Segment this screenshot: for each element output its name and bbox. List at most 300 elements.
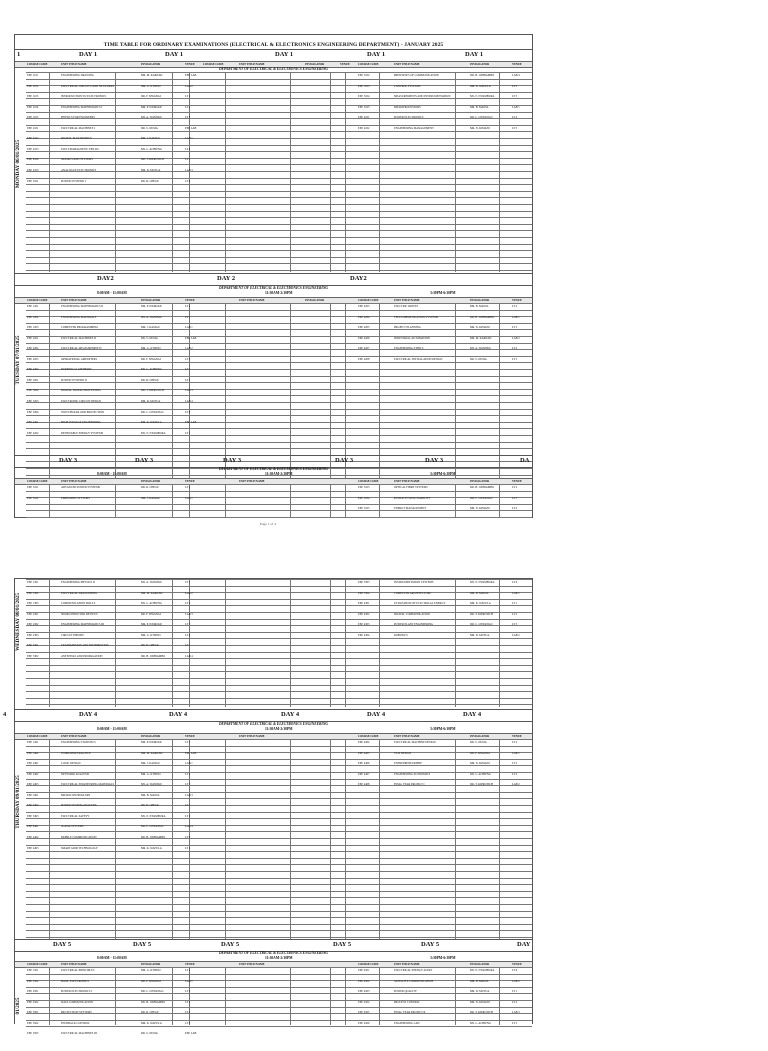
venue: LT 6: [185, 410, 191, 414]
venue: LAB 2: [185, 84, 193, 88]
invigilator: MR. D. MUTUA: [470, 633, 490, 637]
invigilator: MR. M. KARIUKI: [141, 74, 163, 77]
course-code: EEE 4304: [358, 633, 370, 637]
course-code: EEE 2402: [27, 772, 39, 776]
day-3-cont-grid: [26, 579, 532, 707]
invigilator: MS. A. WANJIKU: [141, 116, 163, 120]
table-row: [15, 825, 534, 831]
department-line: DEPARTMENT OF ELECTRICAL & ELECTRONICS ENGINEERING: [218, 722, 329, 726]
session-midday: 11:30AM-2:30PM: [265, 291, 293, 295]
invigilator: DR. C. ONYANGO: [141, 825, 164, 829]
course-code: EEE 4503: [358, 990, 370, 994]
unit-title: SWITCHGEAR AND PROTECTION: [61, 410, 105, 414]
grid-line: [26, 871, 532, 872]
course-code: EEE 3401: [27, 793, 39, 797]
table-row: [15, 836, 534, 842]
col-code: COURSE CODE: [27, 962, 48, 966]
invigilator: MR. D. MUTUA: [141, 400, 161, 404]
unit-title: SEMICONDUCTOR DEVICES: [61, 612, 98, 616]
invigilator: DR. S. OUMA: [141, 1032, 158, 1036]
unit-title: SMART GRID TECHNOLOGY: [61, 846, 98, 850]
day-label: DAY 4: [281, 711, 300, 718]
venue: LAB 1: [185, 762, 193, 766]
unit-title: INSTRUMENTATION SYSTEMS: [394, 581, 434, 584]
course-code: EEE 1201: [27, 305, 39, 308]
invigilator: MR. B. MAINA: [141, 793, 160, 797]
grid-line: [26, 356, 532, 357]
course-code: EEE 3302: [27, 654, 39, 658]
course-code: EEE 4504: [358, 1000, 370, 1004]
col-venue: VENUE: [185, 298, 195, 302]
venue: LT 4: [185, 633, 191, 637]
course-code: EEE 1203: [27, 326, 39, 330]
unit-title: WORKSHOP PRACTICE: [61, 751, 91, 755]
day-label: DA: [520, 457, 530, 464]
venue: LT 2: [185, 990, 191, 994]
venue: LT 2: [185, 772, 191, 776]
unit-title: ELECTRICAL INSTALLATION DESIGN: [394, 357, 443, 361]
invigilator: DR. H. ODHIAMBO: [141, 1000, 166, 1004]
grid-line: [26, 652, 532, 653]
table-row: [15, 411, 534, 417]
venue: LAB 2: [512, 336, 520, 340]
day-label: DAY 1: [79, 51, 98, 58]
grid-line: [26, 599, 532, 600]
unit-title: ROBOTICS: [394, 633, 408, 637]
grid-line: [26, 665, 532, 666]
unit-title: COMPUTER ARCHITECTURE: [394, 591, 432, 595]
course-code: EEE 2203: [27, 357, 39, 361]
table-row: [15, 379, 534, 385]
grid-line: [26, 164, 532, 165]
venue: LAB 4: [185, 654, 193, 658]
invigilator: DR. T. KIPROTICH: [470, 1011, 494, 1015]
table-row: [15, 1032, 534, 1038]
invigilator: DR. S. OUMA: [141, 336, 158, 340]
course-code: EEE 2202: [27, 347, 39, 351]
venue: LAB 3: [185, 169, 193, 173]
grid-line: [26, 448, 532, 449]
grid-line: [26, 967, 532, 968]
venue: LT 5: [185, 644, 191, 648]
venue: LAB 1: [512, 315, 520, 319]
unit-title: ENGINEERING MATHEMATICS I: [61, 105, 103, 109]
course-code: EEE 3202: [27, 389, 39, 393]
col-invigilator: INVIGILATOR: [141, 962, 161, 966]
grid-column-line: [290, 579, 291, 707]
unit-title: NUMERICAL METHODS: [61, 368, 92, 372]
table-row: [15, 613, 534, 619]
invigilator: MR. B. MAINA: [470, 305, 489, 308]
invigilator: DR. T. KIPROTICH: [470, 612, 494, 616]
course-code: EEE 4204: [358, 315, 370, 319]
grid-line: [26, 917, 532, 918]
invigilator: MR. P. NJOROGE: [141, 623, 163, 627]
grid-column-line: [225, 579, 226, 707]
unit-title: ADVANCED POWER SYSTEMS: [61, 486, 101, 489]
table-row: [15, 389, 534, 395]
unit-title: ELECTRICAL MEASUREMENTS: [61, 347, 102, 351]
grid-line: [26, 619, 532, 620]
table-row: [15, 773, 534, 779]
grid-line: [26, 845, 532, 846]
timetable-title: TIME TABLE FOR ORDINARY EXAMINATIONS (ELECTRICAL & ELECTRONICS ENGINEERING DEPARTMENT) - JANUARY 2025: [103, 42, 444, 48]
venue: LT 3: [512, 95, 518, 99]
unit-title: CONTROL SYSTEMS: [394, 84, 421, 88]
timetable-sheet-2: [3, 578, 533, 1036]
grid-column-line: [172, 579, 173, 707]
department-line: DEPARTMENT OF ELECTRICAL & ELECTRONICS ENGINEERING: [218, 951, 329, 955]
unit-title: POWER QUALITY: [394, 990, 417, 994]
course-code: EEE 1303: [27, 602, 39, 606]
venue: LT 4: [185, 804, 191, 808]
day-number: 4: [3, 711, 7, 718]
invigilator: MR. M. KARIUKI: [141, 751, 163, 755]
unit-title: MOBILE COMMUNICATION: [61, 836, 97, 840]
course-code: EEE 2301: [27, 612, 39, 616]
unit-title: ENGINEERING PHYSICS II: [61, 581, 95, 584]
venue: LT 3: [512, 623, 518, 627]
venue: LAB 2: [512, 633, 520, 637]
unit-title: EMBEDDED SYSTEMS: [61, 496, 90, 500]
session-midday: 11:30AM-2:30PM: [265, 956, 293, 960]
table-row: [15, 969, 534, 975]
invigilator: MR. G. OTIENO: [141, 633, 161, 637]
course-code: EEE 4208: [358, 357, 370, 361]
venue: LT 4: [185, 147, 191, 151]
course-code: EEE 1202: [27, 315, 39, 319]
unit-title: LOGIC DESIGN: [61, 762, 81, 766]
col-venue: VENUE: [512, 298, 522, 302]
col-code: COURSE CODE: [203, 62, 224, 66]
date-label-monday: MONDAY 06/01/2025: [15, 139, 21, 189]
grid-line: [26, 704, 532, 705]
venue: LT 1: [185, 305, 191, 308]
invigilator: DR. R. CHEGE: [141, 486, 159, 489]
unit-title: TELECOMMUNICATION SYSTEMS: [394, 315, 439, 319]
table-row: [15, 400, 534, 406]
unit-title: POWER SYSTEMS I: [61, 179, 86, 183]
course-code: EEE 3501: [27, 1011, 39, 1015]
unit-title: FINAL YEAR PROJECT I: [394, 783, 425, 787]
invigilator: MR. D. MUTUA: [141, 169, 161, 173]
unit-title: COMMUNICATION SKILLS: [61, 602, 96, 606]
invigilator: DR. C. ONYANGO: [470, 496, 493, 500]
col-unit: UNIT TITLE/NAME: [239, 734, 265, 738]
invigilator: MR. N. KIMANI: [470, 326, 490, 330]
col-code: COURSE CODE: [358, 962, 379, 966]
col-venue: VENUE: [512, 962, 522, 966]
invigilator: MR. J. KAMAU: [141, 137, 160, 141]
course-code: EEE 1402: [27, 751, 39, 755]
invigilator: MS. L. ACHIENG: [470, 1021, 491, 1025]
venue: LAB 1: [512, 751, 520, 755]
unit-title: POWER PLANT ENGINEERING: [394, 623, 434, 627]
table-row: [15, 85, 534, 91]
page-footer: Page 1 of 4: [260, 522, 276, 526]
col-invigilator: INVIGILATOR: [141, 479, 161, 483]
course-code: EEE 4406: [358, 762, 370, 766]
grid-column-line: [379, 579, 380, 707]
invigilator: DR. H. ODHIAMBO: [470, 315, 495, 319]
day-label: DAY 1: [465, 51, 484, 58]
venue: LAB 2: [185, 591, 193, 595]
col-code: COURSE CODE: [27, 62, 48, 66]
day-label: DAY 3: [335, 457, 354, 464]
grid-line: [26, 579, 532, 580]
invigilator: MS. E. NYAMBURA: [470, 969, 495, 972]
unit-title: INTRODUCTION TO ELECTRONICS: [61, 95, 107, 99]
col-code: COURSE CODE: [27, 734, 48, 738]
course-code: EEE 1103: [27, 95, 39, 99]
unit-title: POWER ELECTRONICS I: [61, 990, 93, 994]
day-label: DAY 3: [135, 457, 154, 464]
course-code: EEE 1101: [27, 74, 39, 77]
unit-title: ELECTRICAL MACHINE DESIGN: [394, 741, 436, 744]
venue: LAB 2: [185, 347, 193, 351]
table-row: [15, 783, 534, 789]
venue: LT 3: [512, 326, 518, 330]
venue: LT 5: [185, 378, 191, 382]
day-label: DAY2: [350, 275, 367, 282]
venue: LT 2: [185, 602, 191, 606]
grid-line: [26, 145, 532, 146]
unit-title: ENGINEERING MATERIALS: [61, 315, 97, 319]
unit-title: PHYSICS FOR ENGINEERS: [61, 116, 95, 120]
table-row: [15, 95, 534, 101]
invigilator: MS. A. WANJIKU: [470, 347, 492, 351]
unit-title: MICROPROCESSORS: [394, 105, 421, 109]
grid-column-line: [330, 579, 331, 707]
invigilator: MS. L. ACHIENG: [141, 602, 162, 606]
venue: LAB 1: [185, 496, 193, 500]
venue: LAB 2: [512, 979, 520, 983]
table-row: [15, 137, 534, 143]
col-code: COURSE CODE: [27, 479, 48, 483]
invigilator: MR. P. NJOROGE: [141, 305, 163, 308]
department-line: DEPARTMENT OF ELECTRICAL & ELECTRONICS ENGINEERING: [218, 286, 329, 290]
col-unit: UNIT TITLE/NAME: [394, 479, 420, 483]
grid-line: [26, 125, 532, 126]
table-row: [15, 347, 534, 353]
table-row: [15, 326, 534, 332]
course-code: EEE 1104: [27, 105, 39, 109]
col-unit: UNIT TITLE/NAME: [61, 298, 87, 302]
unit-title: HIGH VOLTAGE ENGINEERING: [61, 421, 102, 425]
grid-line: [26, 303, 532, 304]
venue: LT 4: [512, 507, 518, 511]
invigilator: MS. L. ACHIENG: [141, 368, 162, 372]
course-code: EEE 1301: [27, 581, 39, 584]
venue: LAB 3: [512, 1011, 520, 1015]
col-venue: VENUE: [340, 62, 350, 66]
grid-line: [26, 197, 532, 198]
day-label: DAY 5: [421, 941, 440, 948]
course-code: EEE 4207: [358, 347, 370, 351]
invigilator: MR. J. KAMAU: [141, 762, 160, 766]
venue: LT 2: [512, 305, 518, 308]
unit-title: MEASUREMENTS AND INSTRUMENTATION: [394, 95, 451, 99]
venue: EEE LAB: [185, 336, 197, 340]
invigilator: MS. L. ACHIENG: [141, 147, 162, 151]
course-code: EEE 3102: [358, 74, 370, 77]
col-venue: VENUE: [512, 479, 522, 483]
table-row: [15, 486, 534, 492]
invigilator: DR. R. CHEGE: [141, 644, 159, 648]
invigilator: DR. S. OUMA: [470, 741, 487, 744]
course-code: EEE 1501: [27, 969, 39, 972]
invigilator: MR. N. KIMANI: [470, 507, 490, 511]
unit-title: ENGINEERING MATHEMATICS III: [61, 623, 105, 627]
col-invigilator: INVIGILATOR: [141, 62, 161, 66]
session-morning: 8:00AM - 11:00AM: [97, 291, 127, 295]
invigilator: MS. A. WANJIKU: [141, 315, 163, 319]
grid-line: [26, 263, 532, 264]
venue: LT 3: [185, 116, 191, 120]
invigilator: DR. F. MWANGI: [141, 357, 161, 361]
venue: LT 3: [185, 1000, 191, 1004]
grid-line: [26, 204, 532, 205]
unit-title: PROTECTION SYSTEMS: [61, 1011, 92, 1015]
table-row: [15, 432, 534, 438]
col-unit: UNIT TITLE/NAME: [239, 298, 265, 302]
course-code: EEE 4102: [358, 126, 370, 130]
grid-line: [26, 924, 532, 925]
unit-title: COMPUTER PROGRAMMING: [61, 326, 99, 330]
invigilator: MR. P. NJOROGE: [141, 741, 163, 744]
venue: LT 5: [512, 357, 518, 361]
course-code: EEE 5104: [358, 496, 370, 500]
unit-title: ELECTRICAL ENGINEERING MATERIALS: [61, 783, 115, 787]
grid-line: [26, 409, 532, 410]
grid-line: [26, 217, 532, 218]
invigilator: MR. J. KAMAU: [141, 326, 160, 330]
session-morning: 8:00AM - 11:00AM: [97, 956, 127, 960]
venue: LT 5: [512, 126, 518, 130]
invigilator: DR. H. ODHIAMBO: [141, 836, 166, 840]
venue: LT 1: [185, 581, 191, 584]
invigilator: DR. F. MWANGI: [470, 751, 490, 755]
unit-title: ELECTRICAL SAFETY: [61, 814, 90, 818]
grid-line: [26, 211, 532, 212]
department-line: DEPARTMENT OF ELECTRICAL & ELECTRONICS ENGINEERING: [218, 467, 329, 471]
venue: LAB 4: [185, 400, 193, 404]
course-code: EEE 4402: [27, 836, 39, 840]
course-code: EEE 3105: [358, 105, 370, 109]
col-invigilator: INVIGILATOR: [470, 62, 490, 66]
invigilator: DR. C. ONYANGO: [470, 623, 493, 627]
grid-line: [26, 323, 532, 324]
day-label: DAY 5: [221, 941, 240, 948]
venue: LT 3: [185, 623, 191, 627]
grid-line: [26, 698, 532, 699]
grid-line: [26, 632, 532, 633]
venue: LT 2: [185, 315, 191, 319]
course-code: EEE 3403: [27, 814, 39, 818]
day-number: 1: [17, 51, 21, 58]
course-code: EEE 2501: [27, 990, 39, 994]
grid-line: [26, 376, 532, 377]
invigilator: MR. P. NJOROGE: [141, 105, 163, 109]
unit-title: ENGINEERING MANAGEMENT: [394, 126, 434, 130]
course-code: EEE 4206: [358, 336, 370, 340]
unit-title: UTILIZATION OF ELECTRICAL ENERGY: [394, 602, 446, 606]
venue: LT 4: [512, 347, 518, 351]
unit-title: POWER ELECTRONICS: [394, 116, 424, 120]
day-label: DAY 4: [463, 711, 482, 718]
venue: EEE LAB: [185, 74, 197, 77]
course-code: EEE 2201: [27, 336, 39, 340]
session-afternoon: 3:30PM-6:30PM: [430, 472, 456, 476]
invigilator: MR. K. WAFULA: [470, 84, 491, 88]
venue: LT 2: [512, 1000, 518, 1004]
invigilator: DR. R. CHEGE: [141, 804, 159, 808]
venue: LT 3: [512, 762, 518, 766]
date-label-tuesday: TUESDAY 07/01/2025: [15, 335, 21, 385]
invigilator: MS. E. NYAMBURA: [470, 95, 495, 99]
invigilator: DR. R. CHEGE: [141, 1011, 159, 1015]
session-morning: 8:00AM - 11:00AM: [97, 727, 127, 731]
unit-title: ANALOGUE ELECTRONICS: [61, 169, 97, 173]
invigilator: MR. K. WAFULA: [141, 846, 162, 850]
unit-title: POWER SYSTEM STABILITY: [394, 496, 431, 500]
day-label: DAY: [517, 941, 531, 948]
course-code: EEE 4302: [358, 612, 370, 616]
venue: LT 5: [185, 1021, 191, 1025]
grid-line: [26, 858, 532, 859]
grid-line: [26, 270, 532, 271]
unit-title: DIGITAL COMMUNICATION: [394, 612, 430, 616]
invigilator: DR. R. CHEGE: [141, 179, 159, 183]
unit-title: RENEWABLE ENERGY SYSTEMS: [61, 431, 104, 435]
course-code: EEE 2401: [27, 762, 39, 766]
grid-column-line: [345, 579, 346, 707]
venue: LT 4: [512, 772, 518, 776]
table-row: [15, 305, 534, 311]
day-label: DAY 5: [333, 941, 352, 948]
col-unit: UNIT TITLE/NAME: [61, 734, 87, 738]
grid-line: [26, 92, 532, 93]
unit-title: CIRCUIT THEORY: [61, 633, 84, 637]
col-venue: VENUE: [185, 479, 195, 483]
venue: LAB 3: [185, 612, 193, 616]
unit-title: PROCESS CONTROL: [394, 1000, 421, 1004]
grid-column-line: [189, 579, 190, 707]
unit-title: POWER SYSTEMS II: [61, 378, 87, 382]
course-code: EEE 3304: [358, 591, 370, 595]
invigilator: MR. B. MAINA: [470, 105, 489, 109]
course-code: EEE 1502: [27, 979, 39, 983]
invigilator: MS. L. ACHIENG: [470, 772, 491, 776]
grid-line: [26, 864, 532, 865]
venue: EEE LAB: [185, 751, 197, 755]
venue: LT 3: [512, 1021, 518, 1025]
grid-line: [26, 230, 532, 231]
invigilator: MS. E. NYAMBURA: [141, 431, 166, 435]
course-code: EEE 4205: [358, 326, 370, 330]
course-code: EEE 4502: [358, 979, 370, 983]
table-row: [15, 497, 534, 503]
col-invigilator: INVIGILATOR: [141, 298, 161, 302]
table-row: [15, 752, 534, 758]
grid-line: [26, 395, 532, 396]
invigilator: MR. N. KIMANI: [470, 1000, 490, 1004]
unit-title: BASIC ELECTRONICS: [61, 979, 89, 983]
grid-line: [26, 112, 532, 113]
grid-line: [26, 191, 532, 192]
unit-title: DIGITAL ELECTRONICS: [61, 137, 92, 141]
col-unit: UNIT TITLE/NAME: [394, 298, 420, 302]
